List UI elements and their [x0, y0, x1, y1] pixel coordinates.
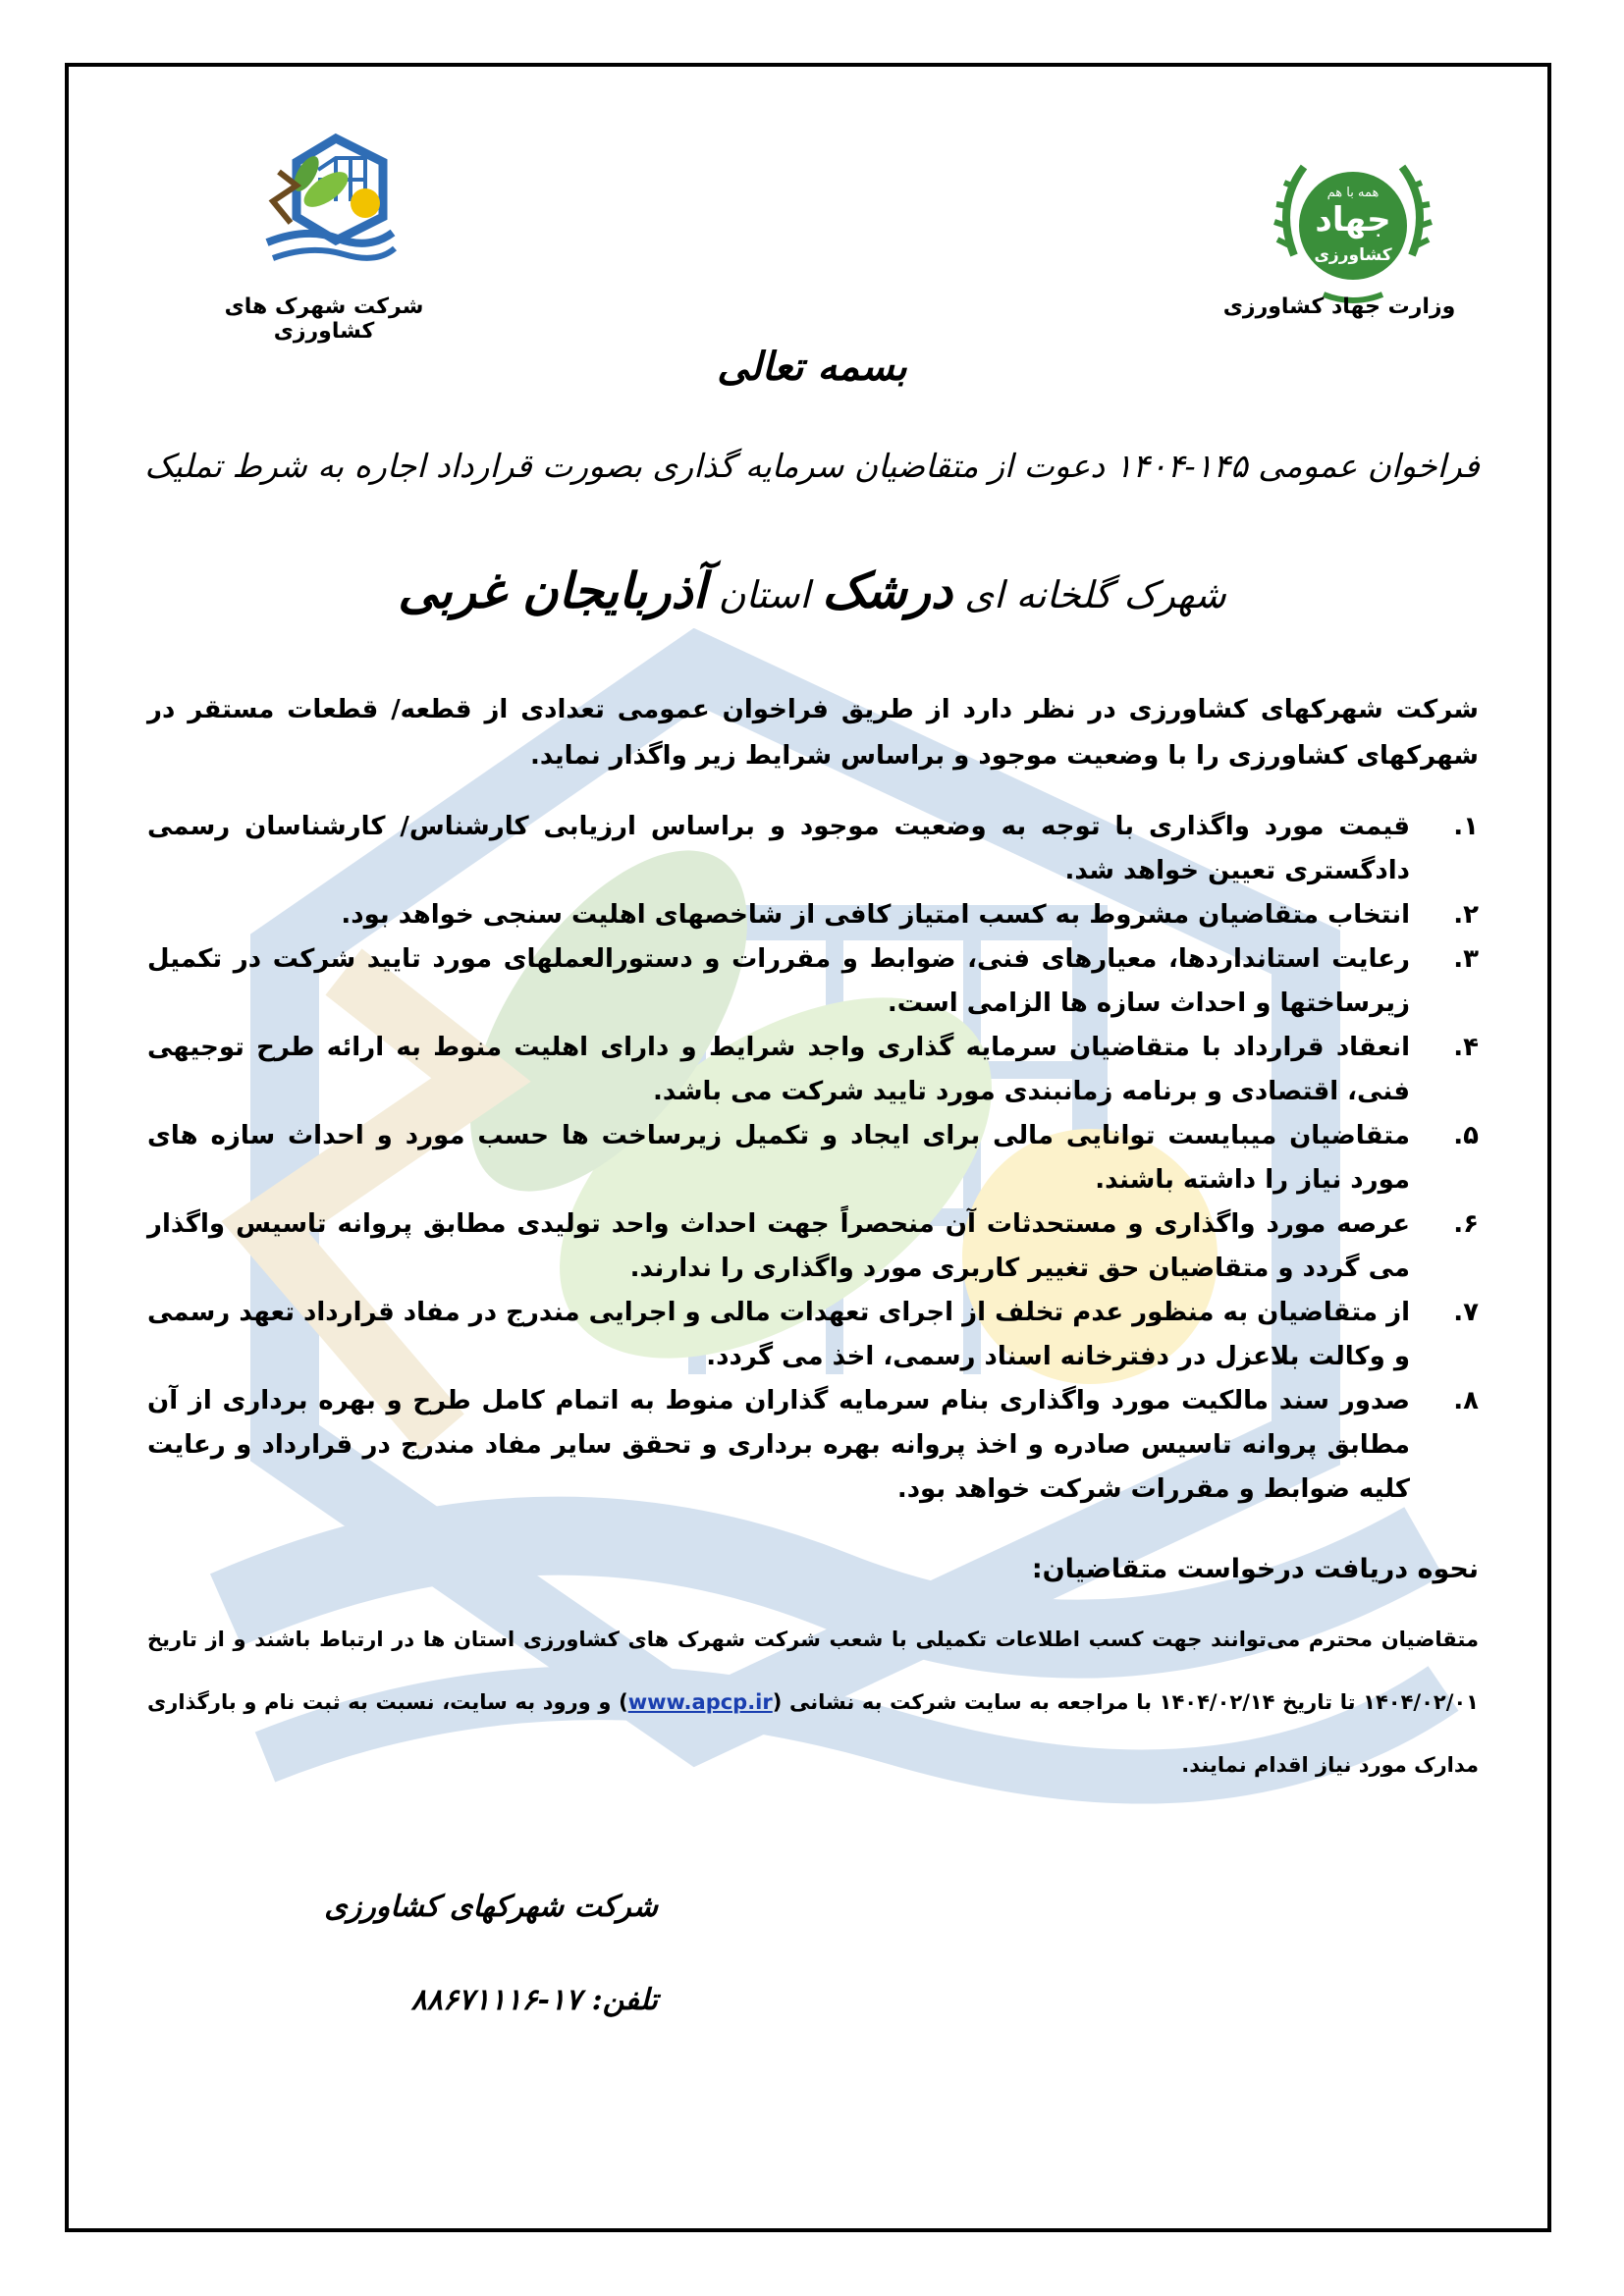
document-body [147, 687, 1479, 1796]
phone-number: تلفن: ۱۷-۸۸۶۷۱۱۱۶ [410, 1983, 658, 2017]
company-name: شرکت شهرک های کشاورزی [224, 294, 424, 344]
item-text: متقاضیان میبایست توانایی مالی برای ایجاد و تکمیل زیرساخت ها حسب مورد و احداث سازه های مورد نیاز را داشته باشند. [147, 1121, 1410, 1195]
item-number: ۴. [1453, 1033, 1479, 1062]
item-number: ۵. [1453, 1121, 1479, 1150]
item-text: انعقاد قرارداد با متقاضیان سرمایه گذاری واجد شرایط و دارای اهلیت منوط به ارائه طرح توجیهی فنی، اقتصادی و برنامه زمانبندی مورد تایید شرکت می باشد. [147, 1033, 1410, 1106]
item-number: ۳. [1453, 944, 1479, 974]
item-number: ۶. [1453, 1209, 1479, 1239]
application-text-end: ) و ورود به سایت، نسبت به ثبت نام و بارگذاری مدارک مورد نیاز اقدام نمایند. [147, 1690, 1479, 1777]
list-item [147, 1114, 1479, 1202]
intro-paragraph: شرکت شهرکهای کشاورزی در نظر دارد از طریق فراخوان عمومی تعدادی از قطعه/ قطعات مستقر در شهرکهای کشاورزی را با وضعیت موجود و براساس شرایط زیر واگذار نماید. [147, 695, 1479, 771]
item-text: عرصه مورد واگذاری و مستحدثات آن منحصراً جهت احداث واحد تولیدی مطابق پروانه تاسیس واگذار می گردد و متقاضیان حق تغییر کاربری مورد واگذاری را ندارند. [147, 1209, 1410, 1283]
list-item [147, 1291, 1479, 1379]
item-number: ۷. [1453, 1298, 1479, 1327]
logo-text-top: همه با هم [1326, 186, 1380, 200]
jahad-keshavarzi-logo [1265, 137, 1441, 314]
list-item [147, 1379, 1479, 1512]
item-number: ۱. [1453, 812, 1479, 841]
item-number: ۸. [1453, 1386, 1479, 1415]
conditions-list [147, 805, 1479, 1512]
item-text: از متقاضیان به منظور عدم تخلف از اجرای تعهدات مالی و اجرایی مندرج در مفاد قرارداد تعهد رسمی و وکالت بلاعزل در دفترخانه اسناد رسمی، اخذ می گردد. [147, 1298, 1410, 1371]
list-item [147, 893, 1479, 937]
project-title-part4: آذربایجان غربی [398, 561, 707, 619]
list-item [147, 937, 1479, 1026]
list-item [147, 805, 1479, 893]
website-link[interactable]: www.apcp.ir [627, 1690, 773, 1714]
list-item [147, 1202, 1479, 1291]
ministry-name: وزارت جهاد کشاورزی [1222, 294, 1456, 319]
application-method-heading: نحوه دریافت درخواست متقاضیان: [1031, 1554, 1479, 1584]
application-method-text [147, 1608, 1479, 1796]
signature: شرکت شهرکهای کشاورزی [324, 1890, 658, 1924]
besmellah-heading: بسمه تعالی [717, 344, 907, 390]
call-title: فراخوان عمومی ۱۴۵-۱۴۰۴ دعوت از متقاضیان سرمایه گذاری بصورت قرارداد اجاره به شرط تملیک [144, 447, 1480, 485]
list-item [147, 1026, 1479, 1114]
logo-text-sub: کشاورزی [1314, 245, 1392, 265]
project-title [0, 561, 1624, 619]
item-text: انتخاب متقاضیان مشروط به کسب امتیاز کافی از شاخصهای اهلیت سنجی خواهد بود. [341, 900, 1410, 930]
project-title-part2: درشک [822, 561, 953, 619]
item-text: صدور سند مالکیت مورد واگذاری بنام سرمایه گذاران منوط به اتمام کامل طرح و بهره برداری از آن مطابق پروانه تاسیس صادره و اخذ پروانه بهره برداری و تحقق سایر مفاد مندرج در قرارداد و رعایت کلیه ضوابط و مقررات شرکت خواهد بود. [147, 1386, 1410, 1504]
project-title-part1: شهرک گلخانه ای [964, 573, 1226, 616]
item-text: رعایت استانداردها، معیارهای فنی، ضوابط و مقررات و دستورالعملهای مورد تایید شرکت در تکمیل زیرساختها و احداث سازه ها الزامی است. [147, 944, 1410, 1018]
agricultural-towns-company-logo [228, 133, 424, 290]
application-text-start: متقاضیان محترم می‌توانند جهت کسب اطلاعات تکمیلی با شعب شرکت شهرک های کشاورزی استان ها در ارتباط باشند و از تاریخ ۱۴۰۴/۰۲/۰۱ تا تاریخ ۱۴۰۴/۰۲/۱۴ با مراجعه به سایت شرکت به نشانی ( [147, 1628, 1480, 1714]
item-number: ۲. [1453, 900, 1479, 930]
project-title-part3: استان [718, 573, 810, 616]
item-text: قیمت مورد واگذاری با توجه به وضعیت موجود و براساس ارزیابی کارشناس/ کارشناسان رسمی دادگستری تعیین خواهد شد. [147, 812, 1410, 885]
logo-text-main: جهاد [1315, 200, 1391, 240]
